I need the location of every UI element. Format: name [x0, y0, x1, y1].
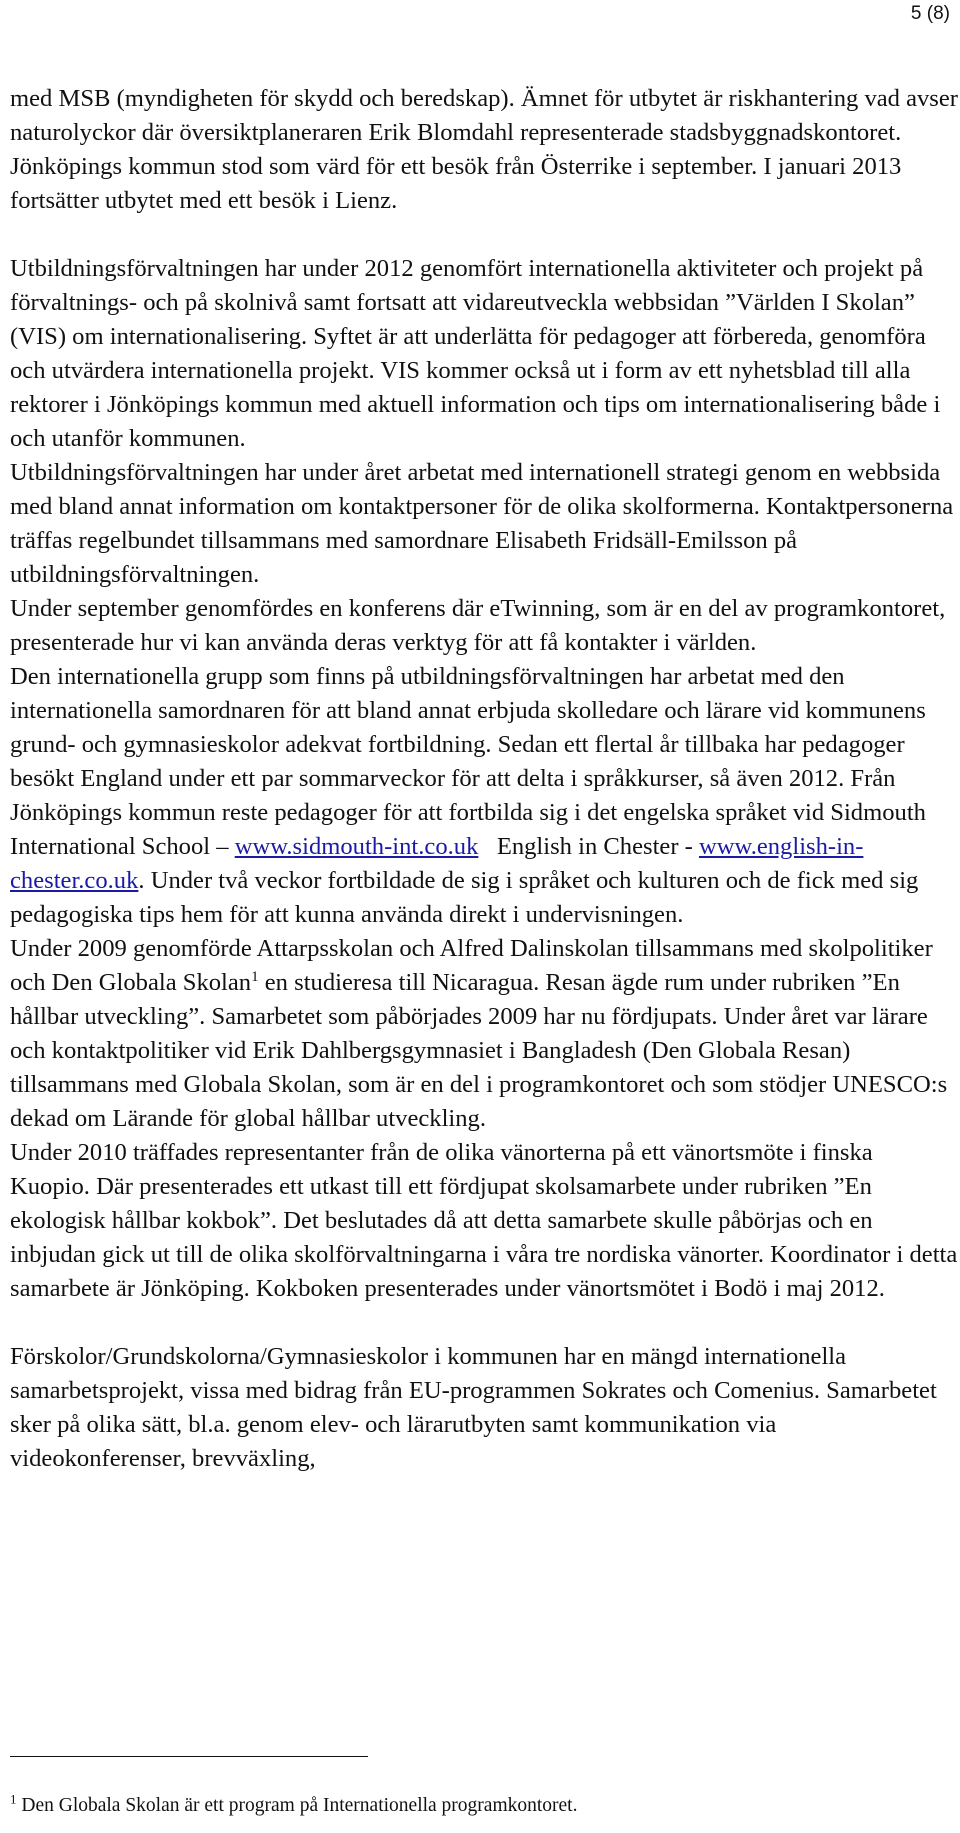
english-in-chester-link[interactable]: www.english-in-chester.co.uk: [10, 833, 864, 894]
footnote-marker: 1: [10, 1791, 17, 1807]
paragraph-text: en studieresa till Nicaragua. Resan ägde rum under rubriken ”En hållbar utveckling”. Samarbetet som påbörjades 2009 har nu fördjupats. Under året var lärare och kontaktpolitiker vid Erik Dahlbergsgymnasiet i Bangladesh (Den Globala Resan) tillsammans med Globala Skolan, som är en del i programkontoret och som stödjer UNESCO:s dekad om Lärande för global hållbar utveckling.: [10, 969, 948, 1132]
footnote-divider: [10, 1756, 368, 1757]
paragraph-cookbook: Under 2010 träffades representanter från de olika vänorterna på ett vänortsmöte i finska Kuopio. Där presenterades ett utkast till ett fördjupat skolsamarbete under rubriken ”En ekologisk hållbar kokbok”. Det beslutades då att detta samarbete skulle påbörjas och en inbjudan gick ut till de olika skolförvaltningarna i våra tre nordiska vänorter. Koordinator i detta samarbete är Jönköping. Kokboken presenterades under vänortsmötet i Bodö i maj 2012.: [10, 1139, 958, 1302]
paragraph-strategy: Utbildningsförvaltningen har under året arbetat med internationell strategi genom en webbsida med bland annat information om kontaktpersoner för de olika skolformerna. Kontaktpersonerna träffas regelbundet tillsammans med samordnare Elisabeth Fridsäll-Emilsson på utbildningsförvaltningen.: [10, 459, 954, 588]
paragraph-text: . Under två veckor fortbildade de sig i språket och kulturen och de fick med sig pedagogiska tips hem för att kunna använda direkt i undervisningen.: [10, 867, 919, 928]
paragraph-language-courses: [10, 660, 958, 932]
paragraph-gap: [10, 218, 958, 252]
sidmouth-link[interactable]: www.sidmouth-int.co.uk: [234, 833, 479, 860]
paragraph-etwinning: Under september genomfördes en konferens där eTwinning, som är en del av programkontoret, presenterade hur vi kan använda deras verktyg för att få kontakter i världen.: [10, 595, 946, 656]
paragraph-msb-exchange: med MSB (myndigheten för skydd och beredskap). Ämnet för utbytet är riskhantering vad avser naturolyckor där översiktplaneraren Erik Blomdahl representerade stadsbyggnadskontoret. Jönköpings kommun stod som värd för ett besök från Österrike i september. I januari 2013 fortsätter utbytet med ett besök i Lienz.: [10, 85, 958, 214]
paragraph-text: Under 2009 genomförde Attarpsskolan och Alfred Dalinskolan tillsammans med skolpolitiker och Den Globala Skolan: [10, 935, 933, 996]
paragraph-gap: [10, 1306, 958, 1340]
paragraph-text: Den internationella grupp som finns på utbildningsförvaltningen har arbetat med den internationella samordnaren för att bland annat erbjuda skolledare och lärare vid kommunens grund- och gymnasieskolor adekvat fortbildning. Sedan ett flertal år tillbaka har pedagoger besökt England under ett par sommarveckor för att delta i språkkurser, så även 2012. Från Jönköpings kommun reste pedagoger för att fortbilda sig i det engelska språket vid Sidmouth International School –: [10, 663, 926, 860]
paragraph-schools-projects: Förskolor/Grundskolorna/Gymnasieskolor i kommunen har en mängd internationella samarbetsprojekt, vissa med bidrag från EU-programmen Sokrates och Comenius. Samarbetet sker på olika sätt, bl.a. genom elev- och lärarutbyten samt kommunikation via videokonferenser, brevväxling,: [10, 1343, 937, 1472]
footnote-reference: 1: [251, 968, 259, 985]
document-body: [10, 82, 958, 1476]
page-number: 5 (8): [910, 3, 950, 24]
footnote-text: Den Globala Skolan är ett program på Internationella programkontoret.: [16, 1795, 578, 1816]
footnote: [10, 1792, 577, 1820]
paragraph-nicaragua-trip: [10, 932, 958, 1136]
paragraph-vis-website: Utbildningsförvaltningen har under 2012 genomfört internationella aktiviteter och projekt på förvaltnings- och på skolnivå samt fortsatt att vidareutveckla webbsidan ”Världen I Skolan” (VIS) om internationalisering. Syftet är att underlätta för pedagoger att förbereda, genomföra och utvärdera internationella projekt. VIS kommer också ut i form av ett nyhetsblad till alla rektorer i Jönköpings kommun med aktuell information och tips om internationalisering både i och utanför kommunen.: [10, 255, 941, 452]
paragraph-text: English in Chester -: [478, 833, 700, 860]
